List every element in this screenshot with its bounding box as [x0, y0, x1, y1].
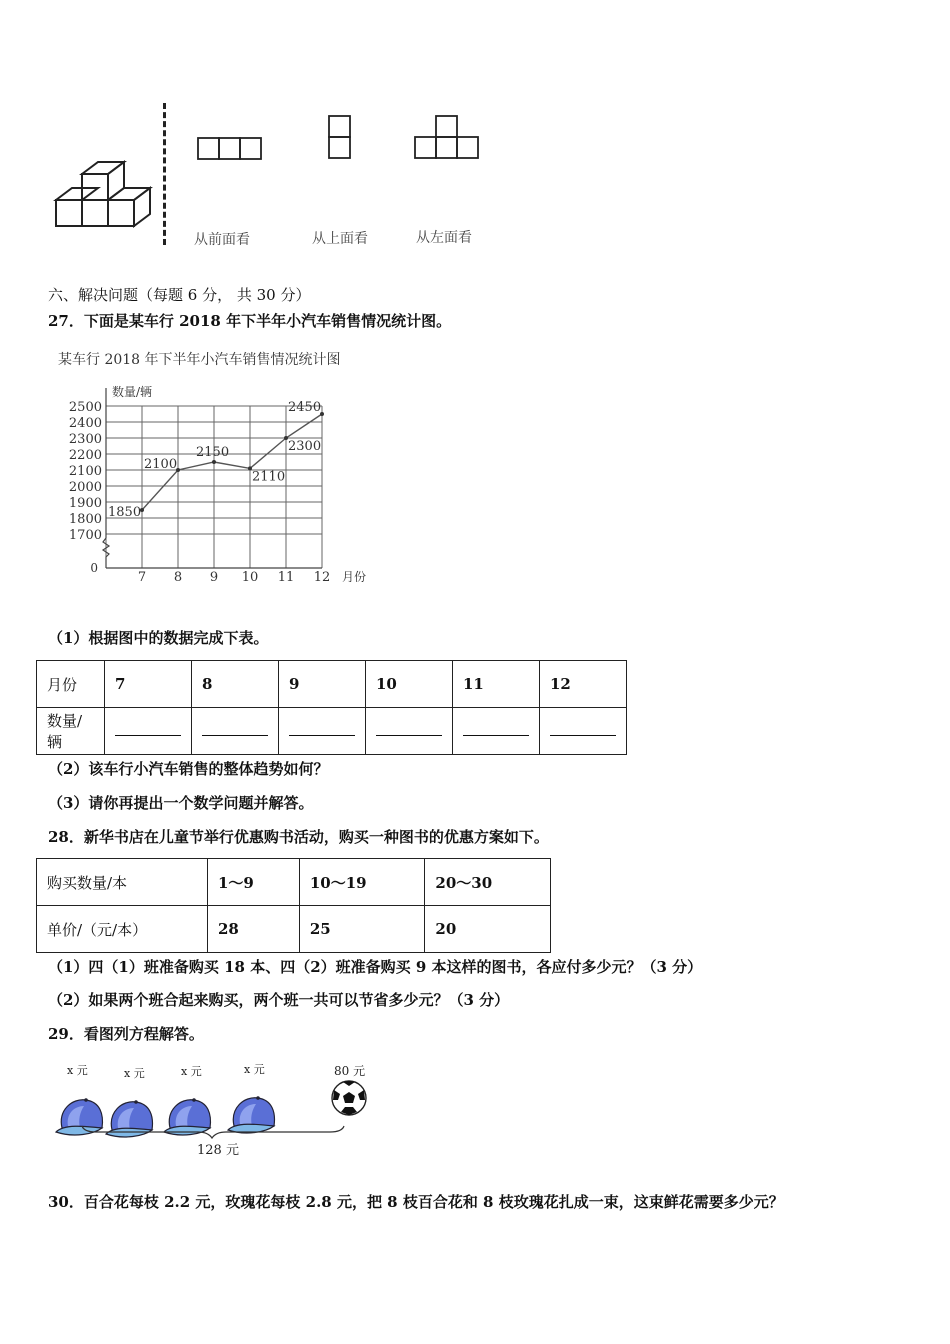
y-tick-label: 2300: [68, 432, 102, 447]
table-header-price: 单价/（元/本）: [37, 906, 208, 953]
answer-blank[interactable]: [540, 708, 627, 755]
y-tick-label: 2200: [68, 448, 102, 463]
x-axis-label: 月份: [342, 570, 367, 584]
table-row: [37, 661, 627, 708]
month-cell: 10: [366, 661, 453, 708]
front-view-label: 从前面看: [194, 232, 250, 248]
data-label: 2110: [252, 469, 286, 485]
soccer-ball-icon: [332, 1081, 366, 1115]
top-view-shape: [327, 114, 355, 162]
cap-price-label: x 元: [244, 1063, 265, 1076]
q28-sub1: （1）四（1）班准备购买 18 本、四（2）班准备购买 9 本这样的图书，各应付多少元？（3 分）: [48, 958, 703, 976]
answer-blank[interactable]: [366, 708, 453, 755]
y-tick-label: 1900: [68, 496, 102, 511]
data-label: 1850: [108, 505, 142, 520]
table-row: [37, 906, 551, 953]
x-tick-label: 8: [173, 570, 183, 585]
q28-stem: 28．新华书店在儿童节举行优惠购书活动，购买一种图书的优惠方案如下。: [48, 828, 549, 846]
range-cell: 10～19: [299, 859, 425, 906]
q27-sub1: （1）根据图中的数据完成下表。: [48, 629, 269, 647]
table-row: [37, 708, 627, 755]
table-row: [37, 859, 551, 906]
table-header-month: 月份: [37, 661, 105, 708]
x-tick-label: 10: [241, 570, 259, 585]
data-point: [212, 460, 216, 464]
q27-stem: 27．下面是某车行 2018 年下半年小汽车销售情况统计图。: [48, 312, 452, 330]
y-tick-label: 2500: [68, 400, 102, 415]
month-cell: 11: [453, 661, 540, 708]
cap-icon: [228, 1096, 274, 1133]
data-label: 2300: [288, 439, 322, 454]
section-heading: 六、解决问题（每题 6 分， 共 30 分）: [48, 286, 311, 304]
table-header-quantity: 数量/辆: [37, 708, 105, 755]
q27-sub2: （2）该车行小汽车销售的整体趋势如何？: [48, 760, 329, 778]
table-header-amount: 购买数量/本: [37, 859, 208, 906]
cap-icon: [56, 1098, 102, 1135]
data-label: 2450: [288, 400, 322, 415]
sales-line-chart: [50, 344, 400, 589]
x-tick-label: 9: [209, 570, 219, 585]
q27-table: [36, 660, 627, 755]
cap-icon: [164, 1098, 210, 1135]
data-label: 2150: [196, 445, 230, 460]
month-cell: 9: [279, 661, 366, 708]
cap-price-label: x 元: [124, 1067, 145, 1080]
y-tick-label: 1800: [68, 512, 102, 527]
data-label: 2100: [144, 457, 178, 472]
left-view-shape: [412, 114, 484, 162]
q29-stem: 29．看图列方程解答。: [48, 1025, 204, 1043]
q28-table: [36, 858, 551, 953]
y-axis-label: 数量/辆: [112, 385, 153, 399]
ball-price-label: 80 元: [334, 1064, 366, 1078]
y-tick-label: 1700: [68, 528, 102, 543]
q30-stem: 30．百合花每枝 2.2 元，玫瑰花每枝 2.8 元，把 8 枝百合花和 8 枝玫瑰花扎成一束，这束鲜花需要多少元？: [48, 1193, 784, 1211]
chart-title: 某车行 2018 年下半年小汽车销售情况统计图: [58, 352, 341, 368]
cap-price-label: x 元: [67, 1064, 88, 1077]
q27-sub3: （3）请你再提出一个数学问题并解答。: [48, 794, 314, 812]
answer-blank[interactable]: [279, 708, 366, 755]
month-cell: 12: [540, 661, 627, 708]
answer-blank[interactable]: [192, 708, 279, 755]
y-tick-label: 2000: [68, 480, 102, 495]
y-tick-label: 2100: [68, 464, 102, 479]
price-cell: 25: [299, 906, 425, 953]
x-tick-label: 11: [277, 570, 295, 585]
month-cell: 8: [192, 661, 279, 708]
front-view-shape: [196, 136, 266, 162]
cube-stack-figure: [50, 100, 160, 235]
top-view-label: 从上面看: [312, 231, 368, 247]
x-tick-label: 7: [137, 570, 147, 585]
answer-blank[interactable]: [105, 708, 192, 755]
caps-and-ball-figure: [48, 1060, 388, 1164]
dashed-divider: [163, 103, 166, 245]
cap-price-label: x 元: [181, 1065, 202, 1078]
x-tick-label: 12: [313, 570, 331, 585]
y-tick-label: 0: [90, 561, 98, 575]
price-cell: 20: [425, 906, 551, 953]
y-tick-label: 2400: [68, 416, 102, 431]
range-cell: 20～30: [425, 859, 551, 906]
month-cell: 7: [105, 661, 192, 708]
left-view-label: 从左面看: [416, 230, 472, 246]
range-cell: 1～9: [208, 859, 300, 906]
q28-sub2: （2）如果两个班合起来购买，两个班一共可以节省多少元？（3 分）: [48, 991, 510, 1009]
total-label: 128 元: [197, 1143, 239, 1158]
price-cell: 28: [208, 906, 300, 953]
answer-blank[interactable]: [453, 708, 540, 755]
